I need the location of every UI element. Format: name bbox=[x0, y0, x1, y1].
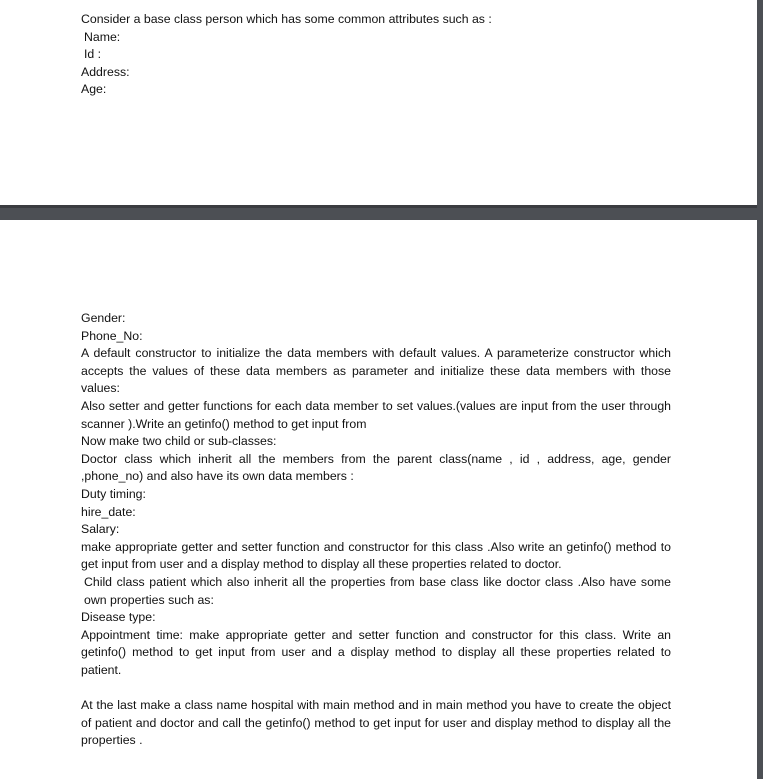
constructor-paragraph: A default constructor to initialize the data members with default values. A parameterize constructor which accepts the values of these data members as parameter and initialize these data members with those values: bbox=[81, 346, 671, 396]
hospital-class-paragraph: At the last make a class name hospital with main method and in main method you have to create the object of patient and doctor and call the getinfo() method to get input for user and display method to display all the properties . bbox=[81, 698, 671, 748]
doctor-attribute-duty-timing: Duty timing: bbox=[81, 486, 146, 501]
intro-text: Consider a base class person which has some common attributes such as : bbox=[81, 12, 492, 26]
patient-attribute-disease-type: Disease type: bbox=[81, 610, 156, 625]
attribute-age: Age: bbox=[81, 82, 107, 97]
document-page-1 bbox=[0, 0, 757, 205]
attribute-phone-no: Phone_No: bbox=[81, 328, 143, 343]
attribute-address: Address: bbox=[81, 64, 130, 79]
paragraph-spacer bbox=[81, 679, 671, 697]
attribute-id: Id : bbox=[84, 47, 102, 62]
setter-getter-paragraph: Also setter and getter functions for each data member to set values.(values are input from the user through scanner ).Write an getinfo() method to get input from bbox=[81, 398, 671, 431]
page-separator-shadow bbox=[0, 205, 763, 208]
doctor-methods-paragraph: make appropriate getter and setter function and constructor for this class .Also write an getinfo() method to get input from user and a display method to display all these properties related to doctor. bbox=[81, 539, 671, 572]
doctor-attribute-salary: Salary: bbox=[81, 522, 120, 537]
attribute-name: Name: bbox=[84, 29, 121, 44]
patient-class-paragraph: Child class patient which also inherit all the properties from base class like doctor class .Also have some own properties such as: bbox=[84, 574, 671, 607]
doctor-attribute-hire-date: hire_date: bbox=[81, 504, 136, 519]
page-1-content bbox=[81, 11, 671, 99]
viewer-right-edge bbox=[757, 0, 763, 779]
page-2-content bbox=[81, 310, 671, 750]
document-page-2 bbox=[0, 220, 757, 779]
attribute-gender: Gender: bbox=[81, 311, 126, 325]
subclasses-line: Now make two child or sub-classes: bbox=[81, 434, 277, 449]
doctor-class-paragraph: Doctor class which inherit all the members from the parent class(name , id , address, age, gender ,phone_no) and also have its own data members : bbox=[81, 451, 671, 484]
appointment-paragraph: Appointment time: make appropriate getter and setter function and constructor for this class. Write an getinfo() method to get input from user and a display method to display all these properties related to patient. bbox=[81, 627, 671, 677]
